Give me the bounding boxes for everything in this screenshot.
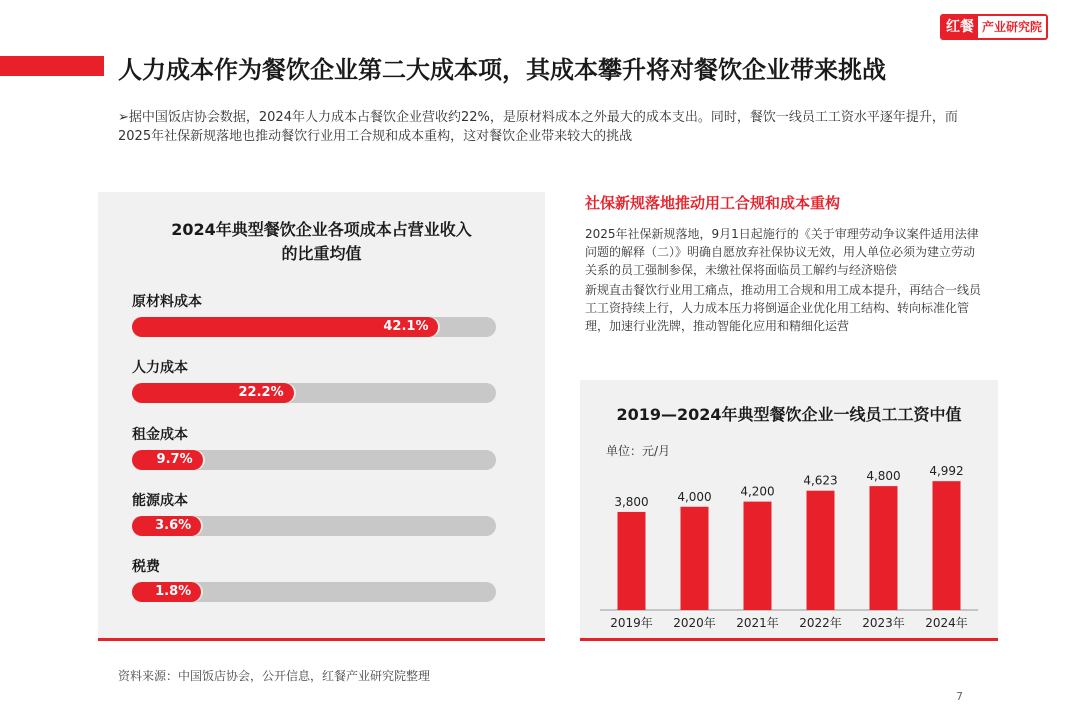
year-tick-label: 2024年 (925, 616, 968, 630)
cost-bar-fill (132, 383, 294, 403)
logo-sub-text: 产业研究院 (978, 16, 1046, 38)
cost-bar-item (132, 358, 496, 403)
wage-bar (618, 512, 646, 610)
cost-bar-item (132, 292, 496, 337)
source-note: 资料来源：中国饭店协会，公开信息，红餐产业研究院整理 (118, 669, 431, 683)
cost-bar-item (132, 557, 496, 602)
wage-bar-chart (580, 380, 998, 641)
cost-bar-value: 22.2% (238, 385, 284, 400)
year-tick-label: 2020年 (673, 616, 716, 630)
wage-bar (870, 486, 898, 610)
section-paragraph-1: 2025年社保新规落地，9月1日起施行的《关于审理劳动争议案件适用法律问题的解释（二）》明确自愿放弃社保协议无效，用人单位必须为建立劳动关系的员工强制参保，未缴社保将面临员工解约与经济赔偿 (585, 227, 979, 277)
cost-bar-track (132, 582, 496, 602)
cost-bar-fill (132, 450, 203, 470)
cost-bar-fill (132, 317, 438, 337)
year-tick-label: 2021年 (736, 616, 779, 630)
brand-logo (940, 14, 1048, 40)
cost-bar-track (132, 317, 496, 337)
cost-bar-value: 1.8% (155, 584, 192, 599)
page-title: 人力成本作为餐饮企业第二大成本项，其成本攀升将对餐饮企业带来挑战 (118, 56, 886, 84)
wage-value-label: 4,000 (677, 489, 712, 504)
cost-bar-item (132, 425, 496, 470)
cost-bar-value: 9.7% (156, 452, 193, 467)
wage-bar (744, 502, 772, 610)
cost-bar-item (132, 491, 496, 536)
cost-share-panel (98, 192, 545, 641)
logo-main-text: 红餐 (942, 16, 978, 38)
wage-chart-panel (580, 380, 998, 641)
intro-paragraph: ➢据中国饭店协会数据，2024年人力成本占餐饮企业营收约22%，是原材料成本之外最大的成本支出。同时，餐饮一线员工工资水平逐年提升，而2025年社保新规落地也推动餐饮行业用工合规和成本重构，这对餐饮企业带来较大的挑战 (118, 110, 958, 144)
wage-bar (807, 491, 835, 610)
cost-bar-label: 税费 (132, 559, 160, 575)
wage-value-label: 4,200 (740, 484, 775, 499)
title-accent-bar (0, 56, 104, 76)
cost-bar-track (132, 450, 496, 470)
cost-bar-track (132, 516, 496, 536)
year-tick-label: 2023年 (862, 616, 905, 630)
cost-share-title-line1: 2024年典型餐饮企业各项成本占营业收入 (171, 220, 472, 239)
cost-bar-value: 42.1% (383, 319, 429, 334)
wage-bar (933, 481, 961, 610)
chart-title: 2019—2024年典型餐饮企业一线员工工资中值 (616, 405, 962, 424)
cost-share-title (98, 218, 545, 266)
cost-bar-label: 人力成本 (132, 360, 188, 376)
wage-value-label: 4,800 (866, 469, 901, 484)
cost-bar-fill (132, 516, 201, 536)
wage-value-label: 3,800 (614, 494, 649, 509)
cost-bar-label: 能源成本 (132, 493, 188, 509)
cost-bar-track (132, 383, 496, 403)
section-heading: 社保新规落地推动用工合规和成本重构 (585, 194, 841, 212)
chart-unit-label: 单位：元/月 (606, 444, 671, 458)
section-paragraph-2: 新规直击餐饮行业用工痛点，推动用工合规和用工成本提升，再结合一线员工工资持续上行，人力成本压力将倒逼企业优化用工结构、转向标准化管理，加速行业洗牌，推动智能化应用和精细化运营 (585, 283, 982, 333)
cost-bar-fill (132, 582, 201, 602)
cost-share-title-line2: 的比重均值 (281, 244, 362, 263)
wage-value-label: 4,992 (929, 464, 964, 479)
cost-bar-value: 3.6% (155, 518, 192, 533)
wage-value-label: 4,623 (803, 473, 838, 488)
page-number: 7 (956, 690, 963, 703)
cost-bar-label: 租金成本 (132, 427, 188, 443)
year-tick-label: 2022年 (799, 616, 842, 630)
year-tick-label: 2019年 (610, 616, 653, 630)
cost-bar-label: 原材料成本 (132, 294, 202, 310)
wage-bar (681, 507, 709, 610)
